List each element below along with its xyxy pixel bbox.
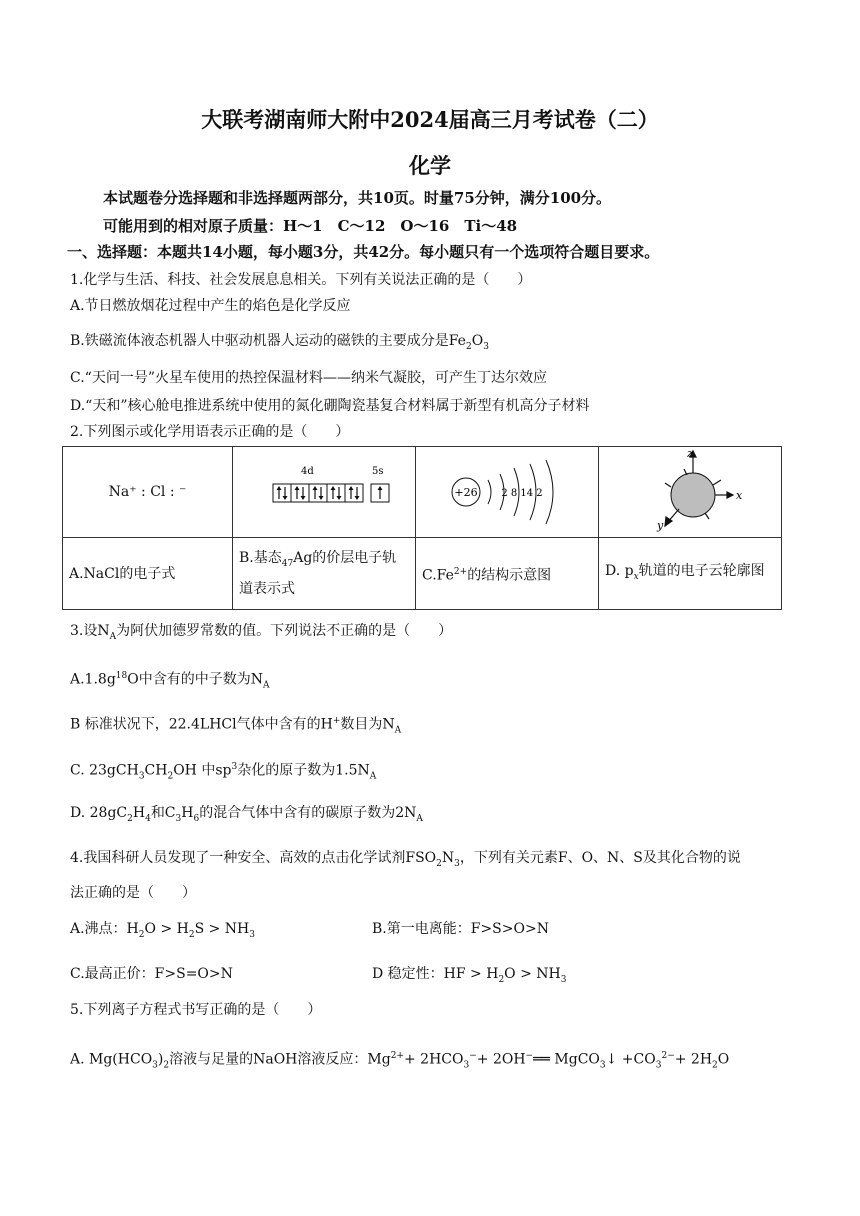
q2-caption-d: D. $p_x$轨道的电子云轮廓图 — [599, 538, 782, 610]
atomic-structure-icon — [422, 452, 592, 528]
q1-stem: 1.化学与生活、科技、社会发展息息相关。下列有关说法正确的是（ ） — [70, 272, 532, 288]
q2-stem: 2.下列图示或化学用语表示正确的是（ ） — [70, 424, 350, 440]
q3-option-c: C. $23gCH_3CH_2OH$ 中$sp^3$杂化的原子数为$1.5N_A$ — [70, 762, 377, 782]
q4-option-a: A.沸点：$H_2O > H_2S > NH_3$ — [70, 921, 255, 940]
q4-option-c: C.最高正价：F>S=O>N — [70, 966, 233, 982]
q1-option-b: B.铁磁流体液态机器人中驱动机器人运动的磁铁的主要成分是$Fe_2O_3$ — [70, 333, 489, 352]
q2-fig-c — [416, 447, 599, 538]
q1-option-a: A.节日燃放烟花过程中产生的焰色是化学反应 — [70, 298, 351, 314]
svg-text:y: y — [657, 519, 664, 532]
p-orbital-icon — [605, 447, 775, 533]
svg-text:z: z — [687, 447, 693, 460]
svg-text:5s: 5s — [372, 466, 384, 477]
q2-figure-table — [62, 446, 782, 610]
section-heading: 一、选择题：本题共14小题，每小题3分，共42分。每小题只有一个选项符合题目要求。 — [67, 243, 660, 261]
atomic-mass-line: 可能用到的相对原子质量：H～1 C～12 O～16 Ti～48 — [103, 217, 518, 235]
svg-text:2 8 14 2: 2 8 14 2 — [501, 488, 543, 499]
q3-option-a: $A.1.8g^{18}O$中含有的中子数为$N_A$ — [70, 671, 270, 691]
q5-option-a: A. $Mg(HCO_3)_2$溶液与足量的NaOH溶液反应：$Mg^{2+}+ 2HCO_3^-+$ 2OH−══ MgCO$_3$↓ $+CO_3^{2-}+ 2H_2O$ — [70, 1051, 730, 1071]
svg-text:+26: +26 — [454, 486, 478, 499]
exam-title: 大联考湖南师大附中2024届高三月考试卷（二） — [201, 107, 659, 132]
svg-text:x: x — [736, 489, 743, 502]
q2-fig-a: Na⁺ : Cl : ⁻ — [63, 447, 233, 538]
q2-caption-a: A.NaCl的电子式 — [63, 538, 233, 610]
q3-stem: 3.设$N_A$为阿伏加德罗常数的值。下列说法不正确的是（ ） — [70, 623, 453, 642]
q3-option-d: D. $28gC_2H_4$和$C_3H_6$的混合气体中含有的碳原子数为$2N_A$ — [70, 805, 423, 824]
q4-option-b: B.第一电离能：F>S>O>N — [372, 921, 549, 937]
q5-stem: 5.下列离子方程式书写正确的是（ ） — [70, 1002, 322, 1018]
q3-option-b: B 标准状况下，22.4LHCl气体中含有的H+数目为$N_A$ — [70, 716, 402, 736]
q2-caption-c: $C.Fe^{2+}$的结构示意图 — [416, 538, 599, 610]
q2-caption-b: B.基态$_{47}$Ag的价层电子轨道表示式 — [233, 538, 416, 610]
q2-fig-b — [233, 447, 416, 538]
q4-stem-cont: 法正确的是（ ） — [70, 885, 196, 901]
orbital-diagram-icon — [239, 460, 409, 520]
q4-option-d: D 稳定性：HF > $H_2O > NH_3$ — [372, 966, 567, 985]
q4-stem: 4.我国科研人员发现了一种安全、高效的点击化学试剂$FSO_2N_3$，下列有关元素F、O、N、S及其化合物的说 — [70, 850, 741, 869]
intro-line: 本试题卷分选择题和非选择题两部分，共10页。时量75分钟，满分100分。 — [103, 189, 612, 207]
q2-fig-d — [599, 447, 782, 538]
q1-option-c: C.“天问一号”火星车使用的热控保温材料——纳米气凝胶，可产生丁达尔效应 — [70, 370, 547, 386]
subject-title: 化学 — [409, 153, 451, 178]
svg-text:4d: 4d — [301, 466, 314, 477]
q1-option-d: D.“天和”核心舱电推进系统中使用的氮化硼陶瓷基复合材料属于新型有机高分子材料 — [70, 398, 590, 414]
